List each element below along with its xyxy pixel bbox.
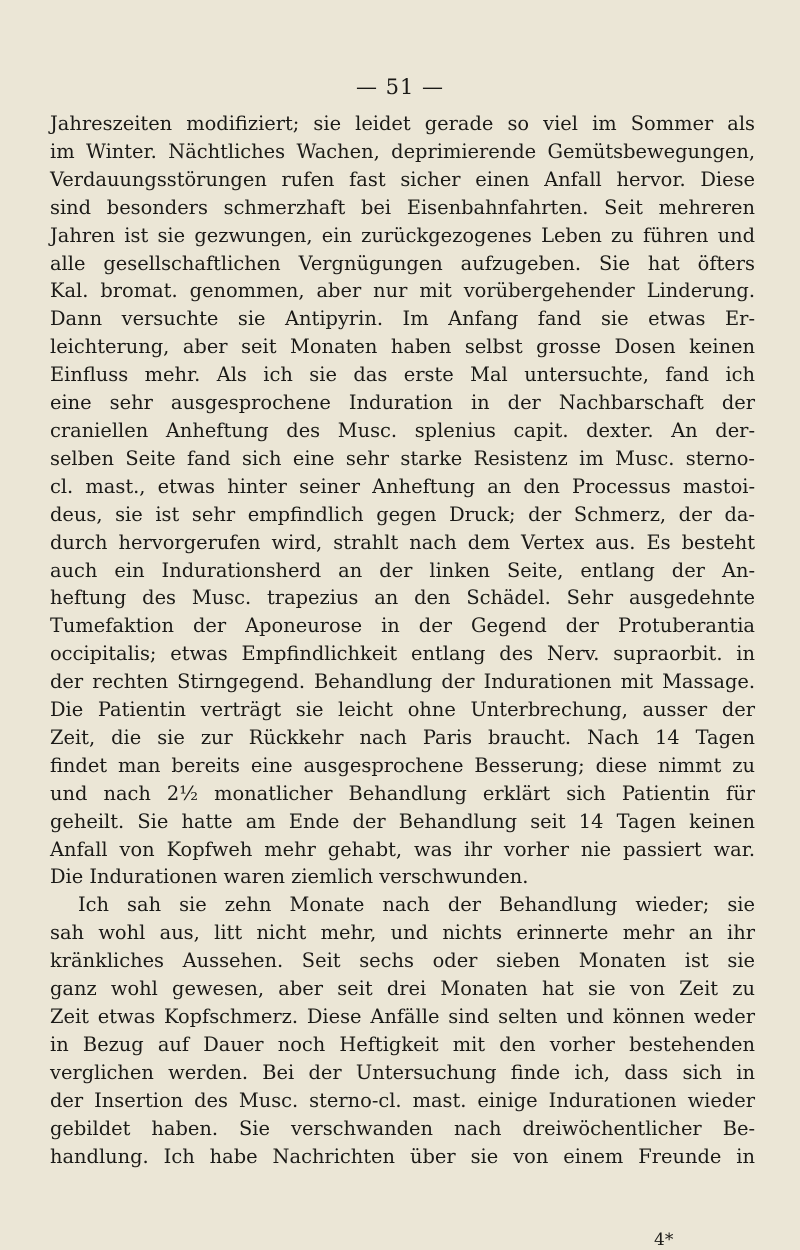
page-number: — 51 —: [355, 75, 445, 99]
text-line: kränkliches Aussehen. Seit sechs oder sieben Monaten ist sie: [50, 949, 755, 973]
text-line: geheilt. Sie hatte am Ende der Behandlung seit 14 Tagen keinen: [50, 809, 755, 833]
text-line: auch ein Indurationsherd an der linken Seite, entlang der An-: [50, 558, 755, 582]
text-line: Kal. bromat. genommen, aber nur mit vorübergehender Linderung.: [50, 279, 755, 303]
text-line: in Bezug auf Dauer noch Heftigkeit mit den vorher bestehenden: [50, 1032, 755, 1056]
text-line: Dann versuchte sie Antipyrin. Im Anfang fand sie etwas Er-: [50, 307, 755, 331]
text-line: selben Seite fand sich eine sehr starke Resistenz im Musc. sterno-: [50, 446, 755, 470]
text-line: Einfluss mehr. Als ich sie das erste Mal untersuchte, fand ich: [50, 363, 755, 387]
text-line: alle gesellschaftlichen Vergnügungen aufzugeben. Sie hat öfters: [50, 251, 755, 275]
text-line: gebildet haben. Sie verschwanden nach dreiwöchentlicher Be-: [50, 1116, 755, 1140]
text-line: durch hervorgerufen wird, strahlt nach dem Vertex aus. Es besteht: [50, 530, 755, 554]
text-line: heftung des Musc. trapezius an den Schädel. Sehr ausgedehnte: [50, 586, 755, 610]
text-line: findet man bereits eine ausgesprochene Besserung; diese nimmt zu: [50, 753, 755, 777]
text-line: ganz wohl gewesen, aber seit drei Monaten hat sie von Zeit zu: [50, 977, 755, 1001]
body-text: [50, 110, 755, 1170]
text-line: Die Indurationen waren ziemlich verschwunden.: [50, 865, 529, 889]
text-line: und nach 2½ monatlicher Behandlung erklärt sich Patientin für: [50, 781, 755, 805]
text-line: deus, sie ist sehr empfindlich gegen Druck; der Schmerz, der da-: [50, 502, 755, 526]
text-line: Jahren ist sie gezwungen, ein zurückgezogenes Leben zu führen und: [50, 223, 755, 247]
text-line: der Insertion des Musc. sterno-cl. mast. einige Indurationen wieder: [50, 1088, 755, 1112]
text-line: im Winter. Nächtliches Wachen, deprimierende Gemütsbewegungen,: [50, 139, 755, 163]
text-line: der rechten Stirngegend. Behandlung der Indurationen mit Massage.: [50, 670, 755, 694]
text-line: handlung. Ich habe Nachrichten über sie von einem Freunde in: [50, 1144, 755, 1168]
text-line: leichterung, aber seit Monaten haben selbst grosse Dosen keinen: [50, 335, 755, 359]
text-line: occipitalis; etwas Empfindlichkeit entlang des Nerv. supraorbit. in: [50, 642, 755, 666]
text-line: verglichen werden. Bei der Untersuchung finde ich, dass sich in: [50, 1060, 755, 1084]
text-line: Anfall von Kopfweh mehr gehabt, was ihr vorher nie passiert war.: [50, 837, 755, 861]
text-line: sah wohl aus, litt nicht mehr, und nichts erinnerte mehr an ihr: [50, 921, 755, 945]
text-line: Verdauungsstörungen rufen fast sicher einen Anfall hervor. Diese: [50, 167, 755, 191]
text-line: Jahreszeiten modifiziert; sie leidet gerade so viel im Sommer als: [50, 112, 755, 135]
text-line: Zeit etwas Kopfschmerz. Diese Anfälle sind selten und können weder: [50, 1005, 755, 1028]
signature-mark: 4*: [654, 1230, 674, 1250]
text-line: Zeit, die sie zur Rückkehr nach Paris braucht. Nach 14 Tagen: [50, 725, 755, 749]
text-line: craniellen Anheftung des Musc. splenius capit. dexter. An der-: [50, 418, 755, 442]
text-line: Tumefaktion der Aponeurose in der Gegend der Protuberantia: [50, 614, 755, 638]
text-line: sind besonders schmerzhaft bei Eisenbahnfahrten. Seit mehreren: [50, 195, 755, 219]
text-line: Ich sah sie zehn Monate nach der Behandlung wieder; sie: [78, 893, 755, 917]
text-line: eine sehr ausgesprochene Induration in der Nachbarschaft der: [50, 391, 755, 415]
text-line: cl. mast., etwas hinter seiner Anheftung an den Processus mastoi-: [50, 474, 755, 498]
text-line: Die Patientin verträgt sie leicht ohne Unterbrechung, ausser der: [50, 698, 755, 722]
